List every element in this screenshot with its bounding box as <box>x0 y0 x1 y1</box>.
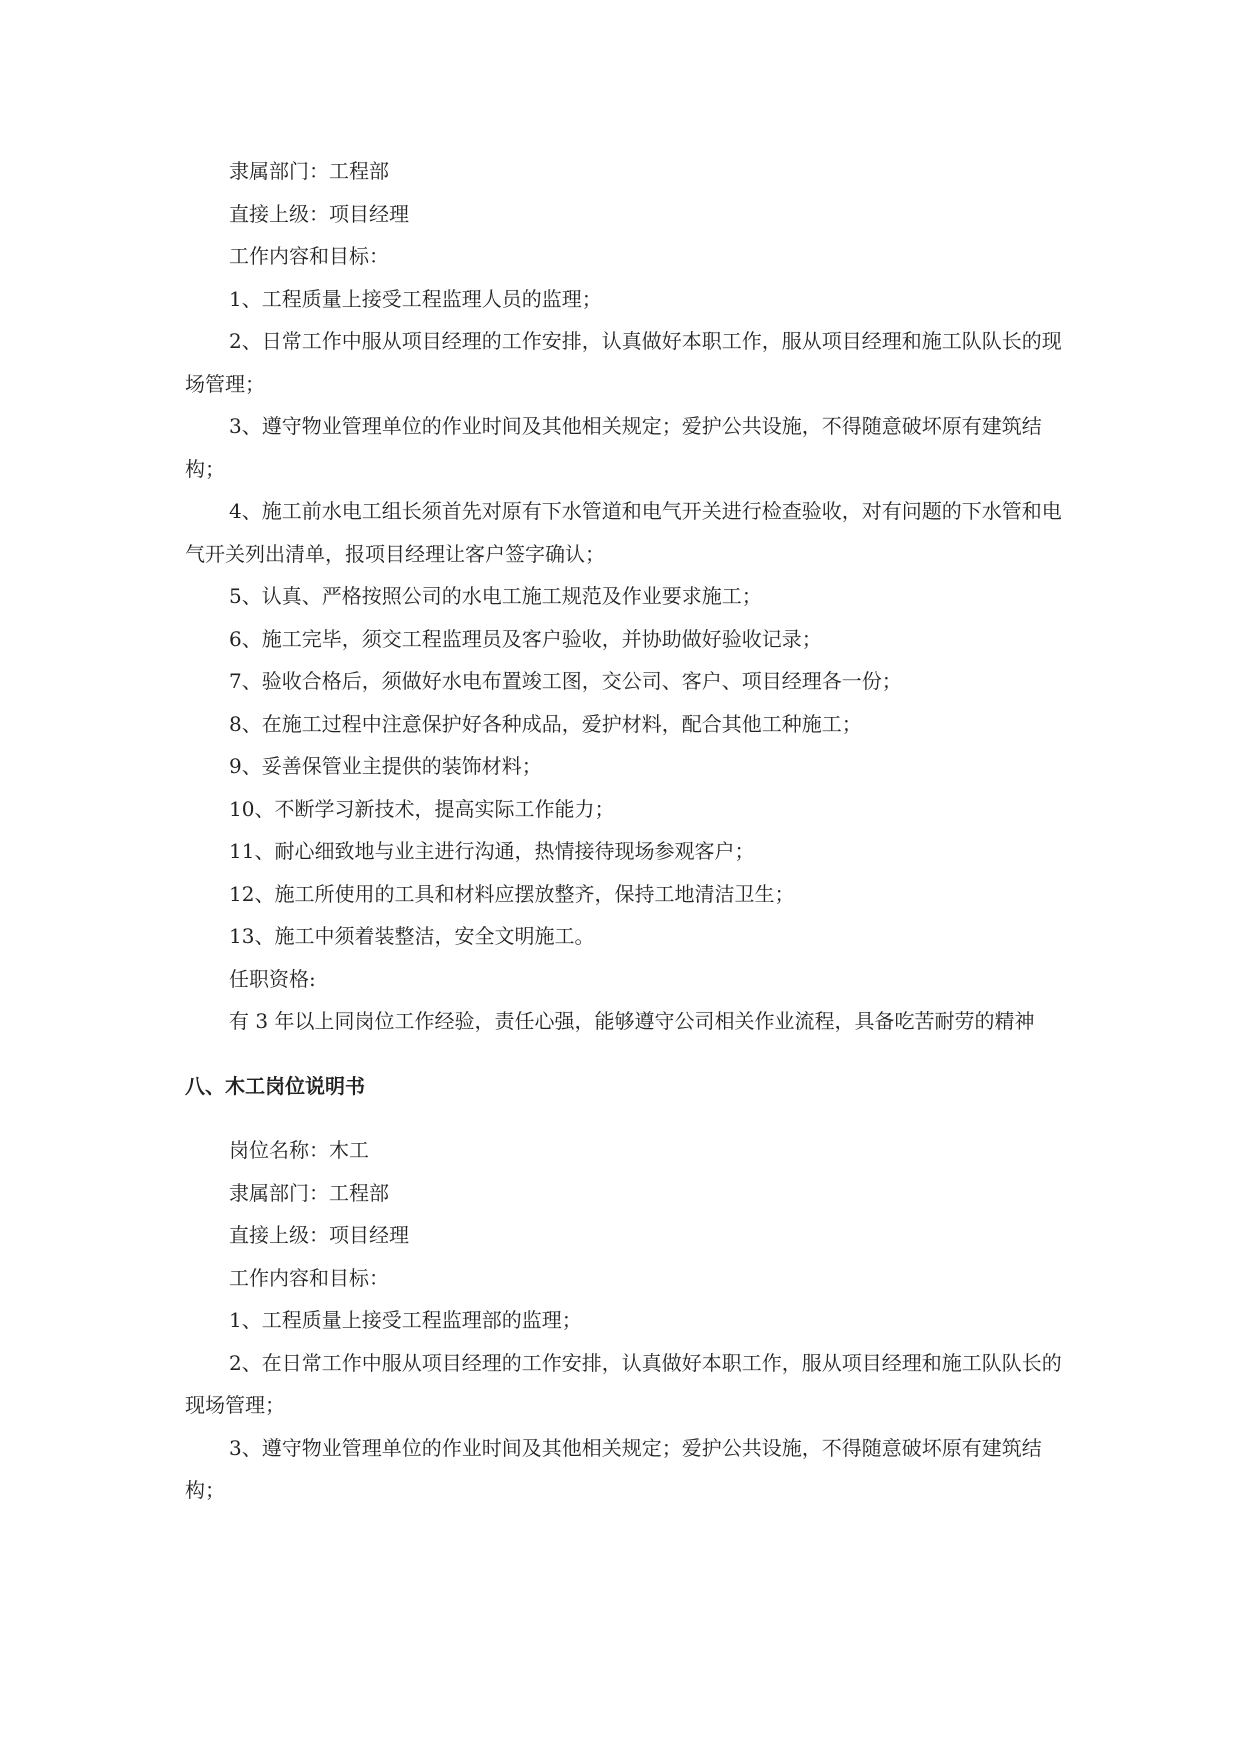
list-item: 2、日常工作中服从项目经理的工作安排，认真做好本职工作，服从项目经理和施工队队长的现场管理； <box>185 329 1062 396</box>
list-item: 3、遵守物业管理单位的作业时间及其他相关规定；爱护公共设施，不得随意破坏原有建筑结构； <box>185 1435 1042 1502</box>
list-item: 12、施工所使用的工具和材料应摆放整齐，保持工地清洁卫生； <box>229 881 795 906</box>
document-content <box>185 150 1065 1512</box>
list-item: 8、在施工过程中注意保护好各种成品，爱护材料，配合其他工种施工； <box>229 711 862 736</box>
qualification-text: 有 3 年以上同岗位工作经验，责任心强，能够遵守公司相关作业流程，具备吃苦耐劳的精神 <box>229 1009 1035 1033</box>
list-item: 13、施工中须着装整洁，安全文明施工。 <box>229 924 595 948</box>
content-heading: 工作内容和目标： <box>229 244 389 268</box>
dept-line: 隶属部门：工程部 <box>229 159 389 183</box>
superior-line: 直接上级：项目经理 <box>229 201 409 226</box>
list-item: 4、施工前水电工组长须首先对原有下水管道和电气开关进行检查验收，对有问题的下水管和电气开关列出清单，报项目经理让客户签字确认； <box>185 499 1062 566</box>
list-item: 10、不断学习新技术，提高实际工作能力； <box>229 796 615 821</box>
position-line: 岗位名称：木工 <box>229 1138 369 1162</box>
list-item: 2、在日常工作中服从项目经理的工作安排，认真做好本职工作，服从项目经理和施工队队长的现场管理； <box>185 1350 1062 1417</box>
list-item: 5、认真、严格按照公司的水电工施工规范及作业要求施工； <box>229 584 762 608</box>
list-item: 7、验收合格后，须做好水电布置竣工图，交公司、客户、项目经理各一份； <box>229 669 902 693</box>
list-item: 1、工程质量上接受工程监理人员的监理； <box>229 286 602 311</box>
list-item: 11、耐心细致地与业主进行沟通，热情接待现场参观客户； <box>229 839 755 863</box>
qualification-heading: 任职资格: <box>229 966 316 991</box>
list-item: 6、施工完毕，须交工程监理员及客户验收，并协助做好验收记录； <box>229 626 822 651</box>
list-item: 1、工程质量上接受工程监理部的监理； <box>229 1308 582 1332</box>
list-item: 9、妥善保管业主提供的装饰材料； <box>229 754 542 778</box>
section-title: 八、木工岗位说明书 <box>185 1073 365 1098</box>
list-item: 3、遵守物业管理单位的作业时间及其他相关规定；爱护公共设施，不得随意破坏原有建筑结构； <box>185 414 1042 481</box>
dept-line: 隶属部门：工程部 <box>229 1180 389 1205</box>
content-heading: 工作内容和目标： <box>229 1265 389 1290</box>
superior-line: 直接上级：项目经理 <box>229 1223 409 1247</box>
